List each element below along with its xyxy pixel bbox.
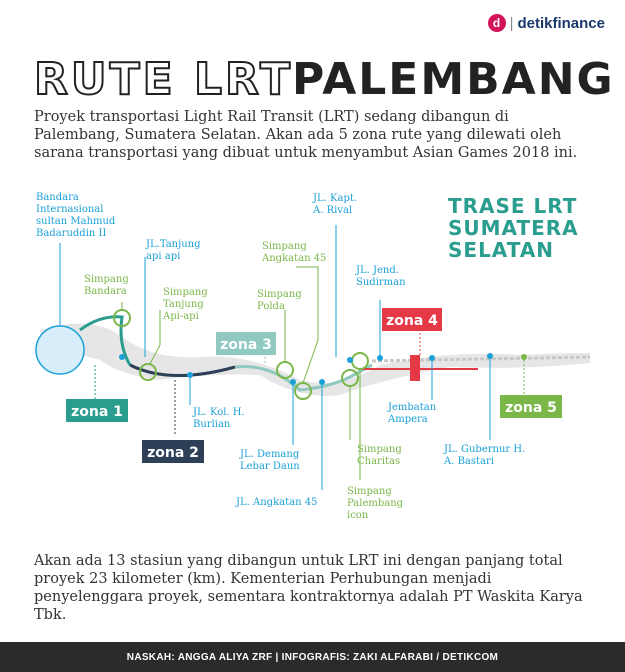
label-simpang-angkatan: [261, 241, 326, 264]
label-simpang-polda: [257, 289, 302, 312]
label-kapt-rival: [312, 193, 357, 216]
svg-text:Charitas: Charitas: [357, 456, 401, 467]
svg-text:api api: api api: [146, 251, 181, 262]
svg-text:Simpang: Simpang: [257, 289, 302, 300]
svg-text:Simpang: Simpang: [262, 241, 307, 252]
svg-text:Palembang: Palembang: [347, 498, 404, 509]
svg-text:sultan Mahmud: sultan Mahmud: [36, 216, 116, 227]
svg-text:Simpang: Simpang: [347, 486, 392, 497]
label-ampera: [387, 402, 437, 425]
label-bastari: [443, 444, 525, 467]
station-ampera: [429, 355, 435, 361]
station-demang: [290, 379, 296, 385]
label-simpang-tanjung: [162, 287, 208, 322]
page-title: [30, 54, 615, 105]
svg-text:icon: icon: [347, 510, 369, 521]
svg-text:Api-api: Api-api: [163, 311, 199, 322]
label-tanjung-api: [145, 239, 201, 262]
station-bastari: [487, 353, 493, 359]
station-angkatan45: [319, 379, 325, 385]
zona3-label: zona 3: [220, 337, 272, 353]
svg-text:Ampera: Ampera: [388, 414, 428, 425]
outro-paragraph: Akan ada 13 stasiun yang dibangun untuk LRT ini dengan panjang total proyek 23 kilometer (km). Kementerian Perhubungan menjadi penyelenggara proyek, sementara kontraktornya adalah PT Waskita Karya Tbk.: [34, 553, 583, 623]
svg-text:Simpang: Simpang: [163, 287, 208, 298]
svg-text:JL. Kapt.: JL. Kapt.: [313, 193, 358, 204]
station-simpang-palembang: [352, 353, 368, 369]
svg-text:Bandara: Bandara: [36, 192, 79, 203]
svg-text:Simpang: Simpang: [84, 274, 129, 285]
airport-icon: [36, 326, 84, 374]
trase-line3: SELATAN: [448, 238, 555, 262]
brand-name: detikfinance: [517, 14, 605, 32]
label-simpang-palembang: [347, 486, 404, 521]
detik-logo-icon: d: [488, 14, 506, 32]
svg-text:Angkatan 45: Angkatan 45: [262, 253, 327, 264]
svg-text:Tanjung: Tanjung: [163, 299, 204, 310]
svg-text:JL.Tanjung: JL.Tanjung: [146, 239, 201, 250]
route-map: [0, 185, 625, 545]
zona4-label: zona 4: [386, 313, 438, 329]
zona5-label: zona 5: [505, 400, 557, 416]
svg-text:Burlian: Burlian: [193, 419, 231, 430]
svg-text:JL. Kol. H.: JL. Kol. H.: [193, 407, 245, 418]
label-kol-burlian: [192, 407, 245, 430]
station-tanjung-api: [119, 354, 125, 360]
svg-text:A. Bastari: A. Bastari: [444, 456, 494, 467]
svg-text:A. Rival: A. Rival: [313, 205, 353, 216]
ampera-bridge-icon: [410, 355, 420, 381]
brand-logo: d | detikfinance: [488, 14, 605, 32]
svg-text:Lebar Daun: Lebar Daun: [240, 461, 300, 472]
label-simpang-bandara: [84, 274, 129, 297]
station-kol-burlian: [187, 372, 193, 378]
station-sudirman: [377, 355, 383, 361]
svg-text:Bandara: Bandara: [84, 286, 127, 297]
zona2-label: zona 2: [147, 445, 199, 461]
label-angkatan45: [235, 497, 317, 508]
svg-text:JL. Angkatan 45: JL. Angkatan 45: [236, 497, 318, 508]
svg-text:Polda: Polda: [257, 301, 285, 312]
label-bandara: [36, 192, 116, 239]
intro-paragraph: Proyek transportasi Light Rail Transit (LRT) sedang dibangun di Palembang, Sumatera Selatan. Akan ada 5 zona rute yang dilewati oleh sarana transportasi yang dibuat untuk menyambut Asian Games 2018 ini.: [34, 109, 578, 161]
trase-line1: TRASE LRT: [448, 194, 578, 218]
label-jend-sudirman: [355, 265, 406, 288]
trase-line2: SUMATERA: [448, 216, 579, 240]
svg-text:Simpang: Simpang: [357, 444, 402, 455]
svg-text:JL. Gubernur H.: JL. Gubernur H.: [444, 444, 526, 455]
title-outline: RUTE LRT: [34, 54, 293, 105]
svg-text:JL. Demang: JL. Demang: [240, 449, 300, 460]
label-demang: [239, 449, 300, 472]
title-solid: PALEMBANG: [292, 54, 615, 105]
svg-text:Jembatan: Jembatan: [388, 402, 437, 413]
svg-text:JL. Jend.: JL. Jend.: [356, 265, 399, 276]
svg-text:Internasional: Internasional: [36, 204, 104, 215]
credits-footer: NASKAH: ANGGA ALIYA ZRF | INFOGRAFIS: ZAKI ALFARABI / DETIKCOM: [0, 642, 625, 672]
station-kapt-rival: [347, 357, 353, 363]
label-simpang-charitas: [357, 444, 402, 467]
svg-text:Badaruddin II: Badaruddin II: [36, 228, 107, 239]
zona1-label: zona 1: [71, 404, 123, 420]
svg-text:Sudirman: Sudirman: [356, 277, 406, 288]
